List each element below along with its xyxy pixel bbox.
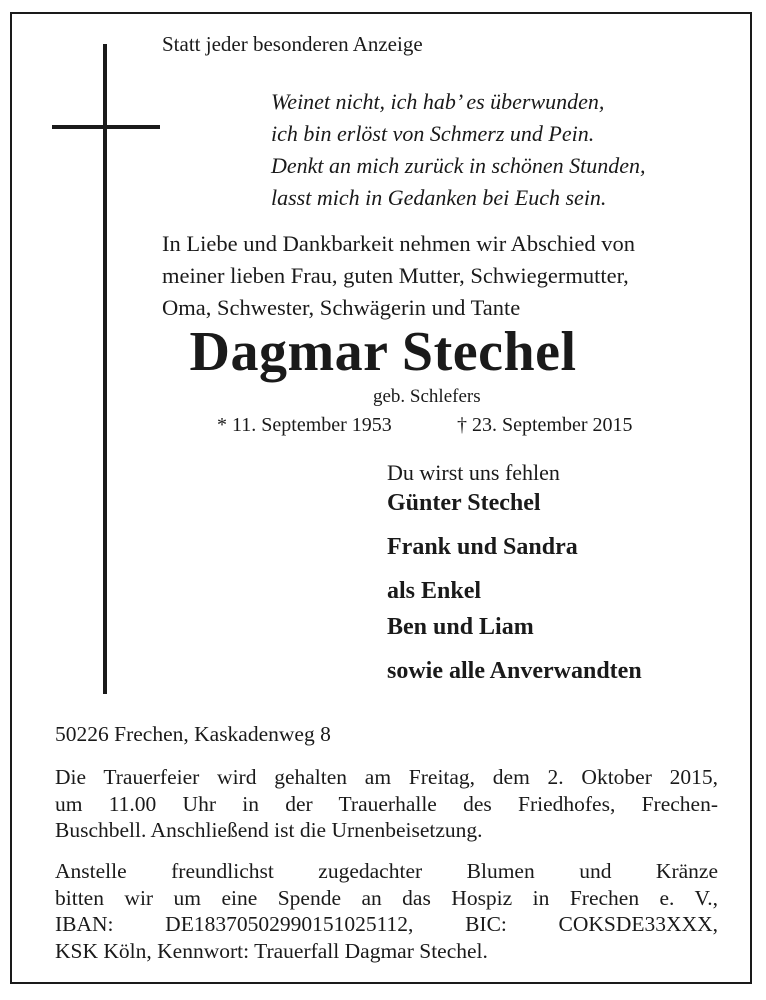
mourner-line: als Enkel xyxy=(387,578,482,604)
maiden-name: geb. Schlefers xyxy=(373,386,481,407)
paragraph-line: Anstelle freundlichst zugedachter Blumen und Kränze xyxy=(55,859,718,883)
poem-line: Weinet nicht, ich hab’ es überwunden, xyxy=(271,89,605,114)
poem xyxy=(271,86,646,214)
cross-icon-bar xyxy=(52,125,160,129)
intro-line: meiner lieben Frau, guten Mutter, Schwiegermutter, xyxy=(162,263,629,288)
paragraph-line: Buschbell. Anschließend ist die Urnenbeisetzung. xyxy=(55,818,483,842)
paragraph-line: bitten wir um eine Spende an das Hospiz in Frechen e. V., xyxy=(55,885,718,910)
poem-line: Denkt an mich zurück in schönen Stunden, xyxy=(271,153,646,178)
mourner-line: sowie alle Anverwandten xyxy=(387,658,642,684)
intro-text xyxy=(162,228,635,324)
mourner-line: Günter Stechel xyxy=(387,490,541,516)
poem-line: lasst mich in Gedanken bei Euch sein. xyxy=(271,185,607,210)
address: 50226 Frechen, Kaskadenweg 8 xyxy=(55,722,331,746)
miss-line: Du wirst uns fehlen xyxy=(387,460,560,485)
funeral-paragraph xyxy=(55,764,718,844)
donation-paragraph xyxy=(55,858,718,964)
notice-heading: Statt jeder besonderen Anzeige xyxy=(162,32,423,56)
deceased-name: Dagmar Stechel xyxy=(189,321,577,383)
paragraph-line: Die Trauerfeier wird gehalten am Freitag, dem 2. Oktober 2015, xyxy=(55,765,718,789)
death-date: † 23. September 2015 xyxy=(457,414,633,436)
birth-date: * 11. September 1953 xyxy=(217,414,392,436)
mourner-line: Ben und Liam xyxy=(387,614,534,640)
intro-line: Oma, Schwester, Schwägerin und Tante xyxy=(162,295,521,320)
intro-line: In Liebe und Dankbarkeit nehmen wir Abschied von xyxy=(162,231,635,256)
paragraph-line: um 11.00 Uhr in der Trauerhalle des Friedhofes, Frechen- xyxy=(55,791,718,816)
paragraph-line: KSK Köln, Kennwort: Trauerfall Dagmar Stechel. xyxy=(55,938,488,963)
paragraph-line: IBAN: DE18370502990151025112, BIC: COKSDE33XXX, xyxy=(55,912,718,936)
poem-line: ich bin erlöst von Schmerz und Pein. xyxy=(271,121,595,146)
mourner-line: Frank und Sandra xyxy=(387,534,578,560)
